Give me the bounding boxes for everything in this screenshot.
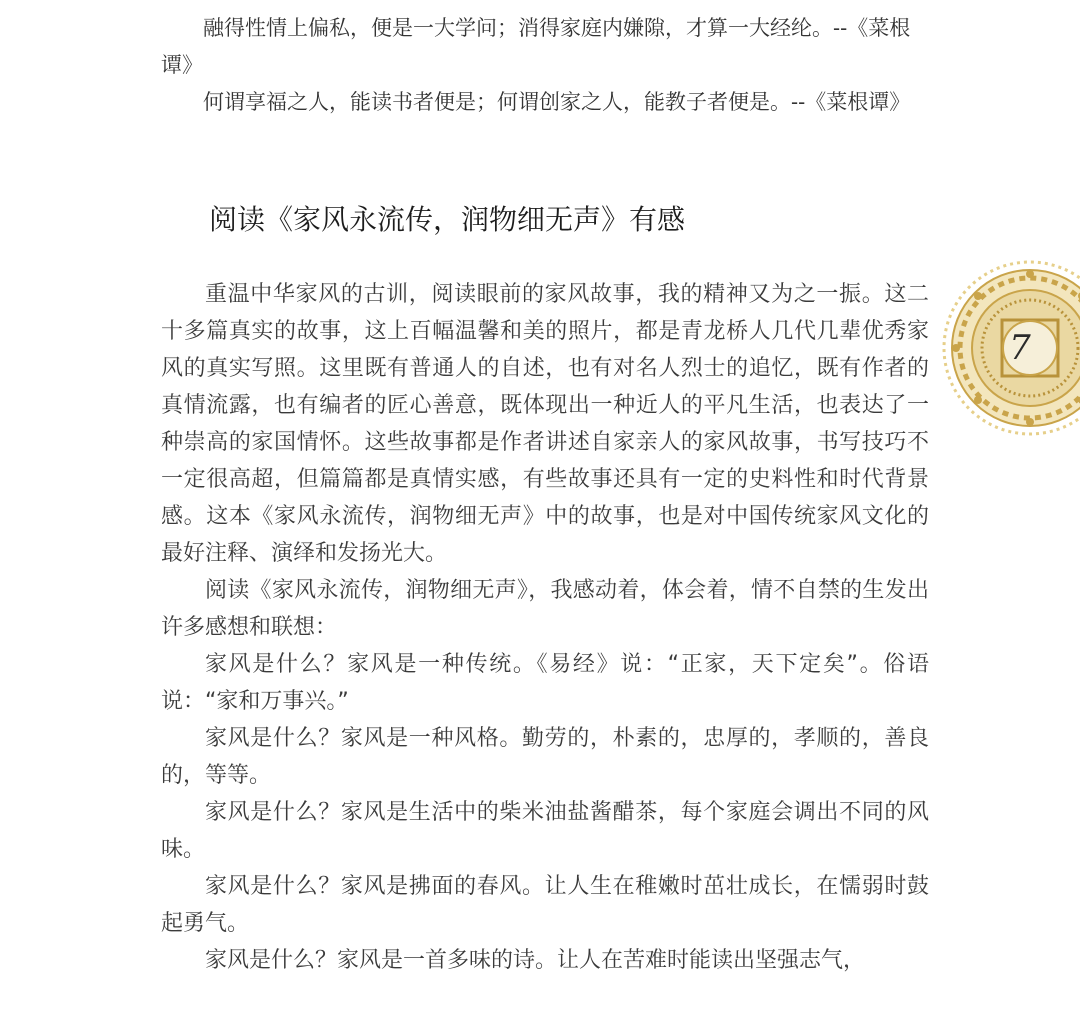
article-body <box>161 276 929 979</box>
paragraph-4: 家风是什么？家风是一种风格。勤劳的，朴素的，忠厚的，孝顺的，善良的，等等。 <box>161 726 929 788</box>
paragraph-6: 家风是什么？家风是拂面的春风。让人生在稚嫩时茁壮成长，在懦弱时鼓起勇气。 <box>161 874 929 936</box>
quote-2: 何谓享福之人，能读书者便是；何谓创家之人，能教子者便是。--《菜根谭》 <box>203 90 911 114</box>
quote-block <box>161 0 929 121</box>
page-content <box>161 0 929 973</box>
quote-1: 融得性情上偏私，便是一大学问；消得家庭内嫌隙，才算一大经纶。--《菜根谭》 <box>161 16 911 77</box>
paragraph-1: 重温中华家风的古训，阅读眼前的家风故事，我的精神又为之一振。这二十多篇真实的故事，这上百幅温馨和美的照片，都是青龙桥人几代几辈优秀家风的真实写照。这里既有普通人的自述，也有对名人烈士的追忆，既有作者的真情流露，也有编者的匠心善意，既体现出一种近人的平凡生活，也表达了一种崇高的家国情怀。这些故事都是作者讲述自家亲人的家风故事，书写技巧不一定很高超，但篇篇都是真情实感，有些故事还具有一定的史料性和时代背景感。这本《家风永流传，润物细无声》中的故事，也是对中国传统家风文化的最好注释、演绎和发扬光大。 <box>161 282 929 566</box>
page-number-emblem <box>940 258 1080 438</box>
paragraph-2: 阅读《家风永流传，润物细无声》，我感动着，体会着，情不自禁的生发出许多感想和联想： <box>161 578 929 640</box>
paragraph-3: 家风是什么？家风是一种传统。《易经》说：“正家，天下定矣”。俗语说：“家和万事兴。” <box>161 652 929 714</box>
article-title: 阅读《家风永流传，润物细无声》有感 <box>209 203 686 236</box>
paragraph-7: 家风是什么？家风是一首多味的诗。让人在苦难时能读出坚强志气， <box>205 948 866 973</box>
page-number: 7 <box>1009 328 1031 368</box>
paragraph-5: 家风是什么？家风是生活中的柴米油盐酱醋茶，每个家庭会调出不同的风味。 <box>161 800 929 862</box>
